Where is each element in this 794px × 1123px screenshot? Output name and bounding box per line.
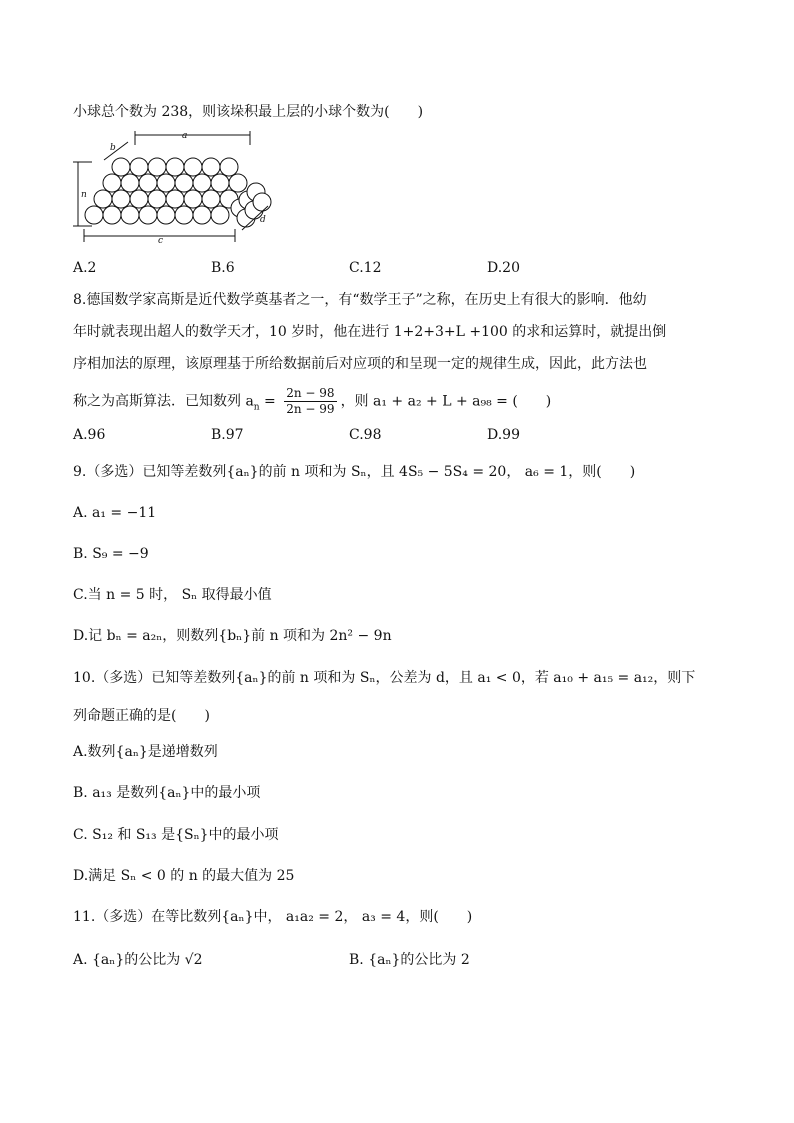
ball-r3-5 bbox=[202, 158, 220, 176]
q7-options bbox=[73, 258, 693, 278]
label-c: c bbox=[158, 236, 164, 246]
q8-option-d[interactable]: D.99 bbox=[487, 427, 520, 443]
ball-r2-4 bbox=[175, 174, 193, 192]
ball-r3-3 bbox=[166, 158, 184, 176]
q8-line-2: 年时就表现出超人的数学天才，10 岁时，他在进行 1+2+3+L +100 的求和运算时，就提出倒 bbox=[73, 324, 667, 340]
ball-r0-6 bbox=[193, 206, 211, 224]
q8-frac-den: 2n − 99 bbox=[286, 402, 335, 416]
label-n: n bbox=[81, 190, 87, 200]
ball-r1-1 bbox=[112, 190, 130, 208]
ball-r2-3 bbox=[157, 174, 175, 192]
ball-r3-4 bbox=[184, 158, 202, 176]
ball-r3-0 bbox=[112, 158, 130, 176]
q10-option-d[interactable]: D.满足 Sₙ < 0 的 n 的最大值为 25 bbox=[73, 868, 295, 884]
q8-line-4-eq: = bbox=[259, 393, 281, 410]
q7-option-d[interactable]: D.20 bbox=[487, 260, 520, 276]
q9-option-b[interactable]: B. S₉ = −9 bbox=[73, 546, 149, 562]
ball-r2-1 bbox=[121, 174, 139, 192]
ball-side-5 bbox=[253, 193, 271, 211]
ball-r0-1 bbox=[103, 206, 121, 224]
q7-stem: 小球总个数为 238，则该垛积最上层的小球个数为( ) bbox=[73, 104, 424, 120]
ball-r1-2 bbox=[130, 190, 148, 208]
q8-line-1: 8.德国数学家高斯是近代数学奠基者之一，有“数学王子”之称，在历史上有很大的影响．他幼 bbox=[73, 292, 647, 308]
q8-line-4-post: ，则 a₁ + a₂ + L + a₉₈ = ( ) bbox=[340, 393, 552, 410]
ball-r0-5 bbox=[175, 206, 193, 224]
q7-option-c[interactable]: C.12 bbox=[349, 260, 382, 276]
ball-r1-3 bbox=[148, 190, 166, 208]
q9-option-a[interactable]: A. a₁ = −11 bbox=[73, 505, 157, 521]
ball-r2-2 bbox=[139, 174, 157, 192]
ball-r1-0 bbox=[94, 190, 112, 208]
ball-stack-diagram bbox=[70, 130, 280, 250]
q10-option-a[interactable]: A.数列{aₙ}是递增数列 bbox=[73, 744, 218, 760]
ball-r3-2 bbox=[148, 158, 166, 176]
balls-group bbox=[85, 158, 271, 227]
q10-line-2: 列命题正确的是( ) bbox=[73, 708, 210, 724]
ball-r0-7 bbox=[211, 206, 229, 224]
q10-option-b[interactable]: B. a₁₃ 是数列{aₙ}中的最小项 bbox=[73, 785, 261, 801]
q9-stem: 9.（多选）已知等差数列{aₙ}的前 n 项和为 Sₙ，且 4S₅ − 5S₄ = 20， a₆ = 1，则( ) bbox=[73, 464, 636, 480]
ball-r2-6 bbox=[211, 174, 229, 192]
q11-options bbox=[73, 950, 693, 970]
q8-line-4-pre: 称之为高斯算法．已知数列 a bbox=[73, 393, 254, 410]
label-b: b bbox=[110, 143, 116, 153]
slant-left-dimension-line bbox=[104, 142, 128, 160]
q8-option-c[interactable]: C.98 bbox=[349, 427, 382, 443]
q9-option-d[interactable]: D.记 bₙ = a₂ₙ，则数列{bₙ}前 n 项和为 2n² − 9n bbox=[73, 628, 392, 644]
ball-r1-6 bbox=[202, 190, 220, 208]
ball-r0-3 bbox=[139, 206, 157, 224]
q8-option-b[interactable]: B.97 bbox=[211, 427, 244, 443]
label-a: a bbox=[182, 131, 188, 141]
ball-r1-4 bbox=[166, 190, 184, 208]
q11-option-b[interactable]: B. {aₙ}的公比为 2 bbox=[349, 952, 470, 968]
q7-ball-stack-figure bbox=[70, 130, 280, 254]
ball-r2-5 bbox=[193, 174, 211, 192]
q7-option-a[interactable]: A.2 bbox=[73, 260, 97, 276]
q8-options bbox=[73, 425, 693, 445]
ball-r2-0 bbox=[103, 174, 121, 192]
q8-frac-num: 2n − 98 bbox=[286, 386, 335, 400]
q9-option-c[interactable]: C.当 n = 5 时， Sₙ 取得最小值 bbox=[73, 587, 272, 603]
q10-option-c[interactable]: C. S₁₂ 和 S₁₃ 是{Sₙ}中的最小项 bbox=[73, 827, 279, 843]
q11-stem: 11.（多选）在等比数列{aₙ}中， a₁a₂ = 2， a₃ = 4，则( ) bbox=[73, 909, 473, 925]
q7-option-b[interactable]: B.6 bbox=[211, 260, 235, 276]
ball-r0-2 bbox=[121, 206, 139, 224]
ball-r0-0 bbox=[85, 206, 103, 224]
q11-option-a[interactable]: A. {aₙ}的公比为 √2 bbox=[73, 952, 203, 968]
q8-line-4 bbox=[73, 386, 551, 417]
q8-option-a[interactable]: A.96 bbox=[73, 427, 106, 443]
q8-line-4-sub: n bbox=[253, 402, 260, 413]
q10-line-1: 10.（多选）已知等差数列{aₙ}的前 n 项和为 Sₙ，公差为 d，且 a₁ < 0，若 a₁₀ + a₁₅ = a₁₂，则下 bbox=[73, 670, 696, 686]
ball-r0-4 bbox=[157, 206, 175, 224]
ball-r3-1 bbox=[130, 158, 148, 176]
label-d: d bbox=[260, 215, 266, 225]
ball-r1-5 bbox=[184, 190, 202, 208]
q8-fraction bbox=[284, 386, 336, 417]
ball-r3-6 bbox=[220, 158, 238, 176]
ball-r2-7 bbox=[229, 174, 247, 192]
q8-line-3: 序相加法的原理，该原理基于所给数据前后对应项的和呈现一定的规律生成，因此，此方法也 bbox=[73, 356, 647, 372]
